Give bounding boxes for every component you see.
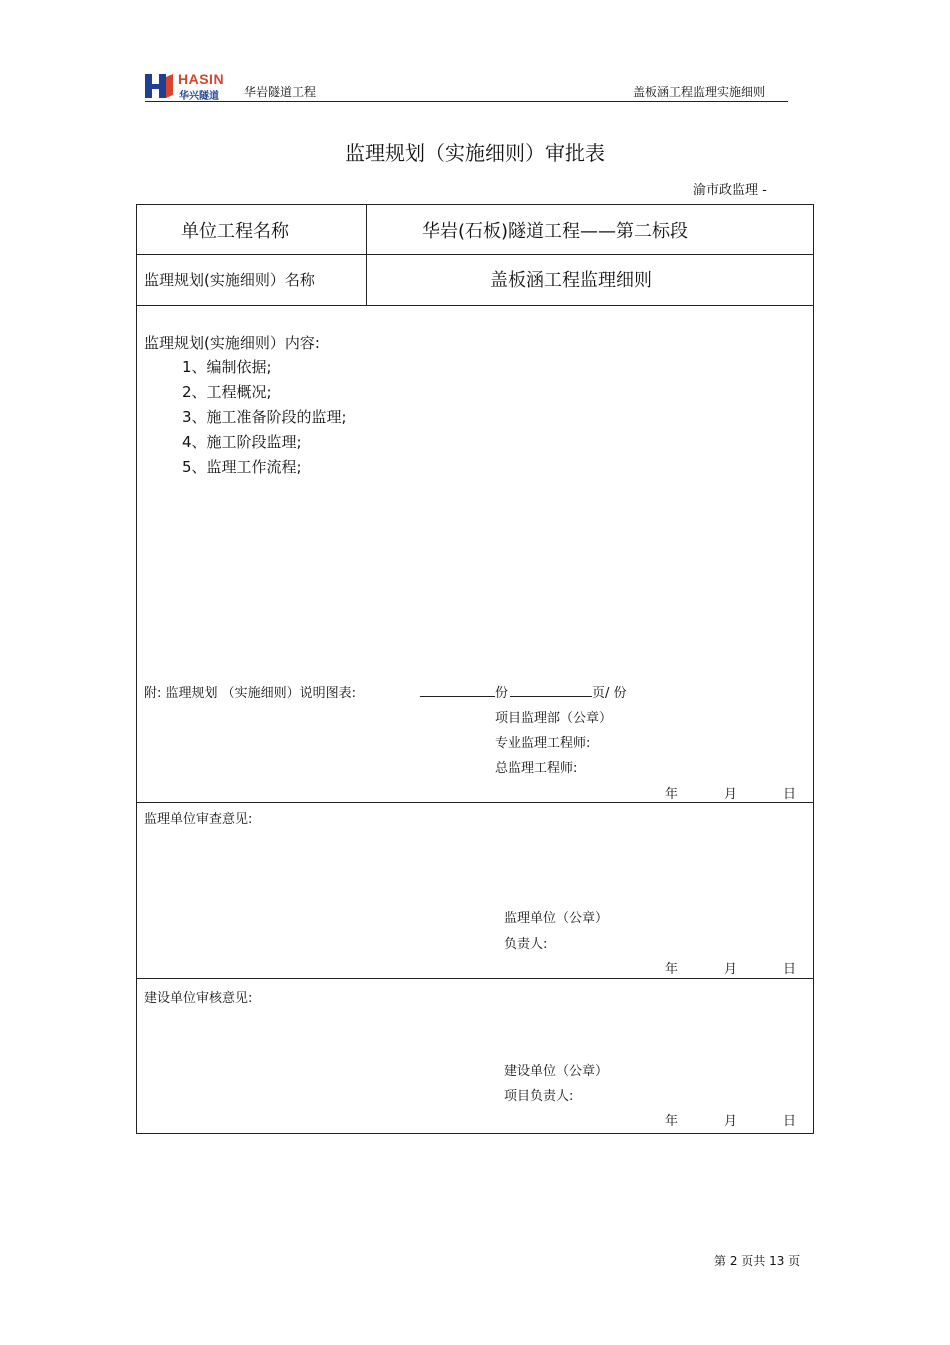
approval-table [136,204,814,1134]
review-seal: 监理单位（公章） [504,911,609,926]
plan-name-label: 监理规划(实施细则）名称 [144,271,315,289]
date-month: 月 [724,962,738,977]
owner-person: 项目负责人: [504,1089,574,1104]
pages-unit: 页/ 份 [592,686,627,701]
content-label: 监理规划(实施细则）内容: [144,334,320,352]
owner-seal: 建设单位（公章） [504,1064,609,1079]
project-name-value: 华岩(石板)隧道工程——第二标段 [422,221,689,242]
chief-engineer: 总监理工程师: [495,761,578,776]
specialist-engineer: 专业监理工程师: [495,736,591,751]
attachment-count [420,682,627,701]
header-rule [145,101,788,102]
copies-blank [420,684,495,697]
date-day: 日 [783,1114,797,1129]
content-item: 4、施工阶段监理; [182,433,302,451]
doc-number: 渝市政监理 - [693,183,767,198]
page-title: 监理规划（实施细则）审批表 [345,141,605,165]
review-label: 监理单位审查意见: [144,812,253,827]
owner-label: 建设单位审核意见: [144,991,253,1006]
date-year: 年 [665,962,679,977]
date-year: 年 [665,787,679,802]
table-column-divider [366,205,367,305]
content-item: 2、工程概况; [182,383,272,401]
table-divider [137,978,813,979]
hasin-logo-icon [145,74,173,98]
header-company: 华岩隧道工程 [244,85,317,99]
date-day: 日 [783,787,797,802]
company-logo [145,72,245,100]
content-item: 5、监理工作流程; [182,458,302,476]
table-divider [137,305,813,306]
dept-seal: 项目监理部（公章） [495,711,613,726]
table-divider [137,802,813,803]
logo-text-cn: 华兴隧道 [179,91,219,102]
attachment-label: 附: 监理规划 （实施细则）说明图表: [144,686,357,701]
copies-unit: 份 [495,686,509,701]
date-year: 年 [665,1114,679,1129]
header-doc-title: 盖板涵工程监理实施细则 [633,85,766,99]
project-name-label: 单位工程名称 [181,221,289,242]
logo-text-en: HASIN [178,71,225,87]
content-item: 1、编制依据; [182,358,272,376]
pages-blank [510,684,592,697]
review-person: 负责人: [504,937,548,952]
content-item: 3、施工准备阶段的监理; [182,408,347,426]
table-divider [137,254,813,255]
date-day: 日 [783,962,797,977]
date-month: 月 [724,1114,738,1129]
date-month: 月 [724,787,738,802]
plan-name-value: 盖板涵工程监理细则 [490,270,652,291]
page-footer: 第 2 页共 13 页 [714,1254,801,1268]
